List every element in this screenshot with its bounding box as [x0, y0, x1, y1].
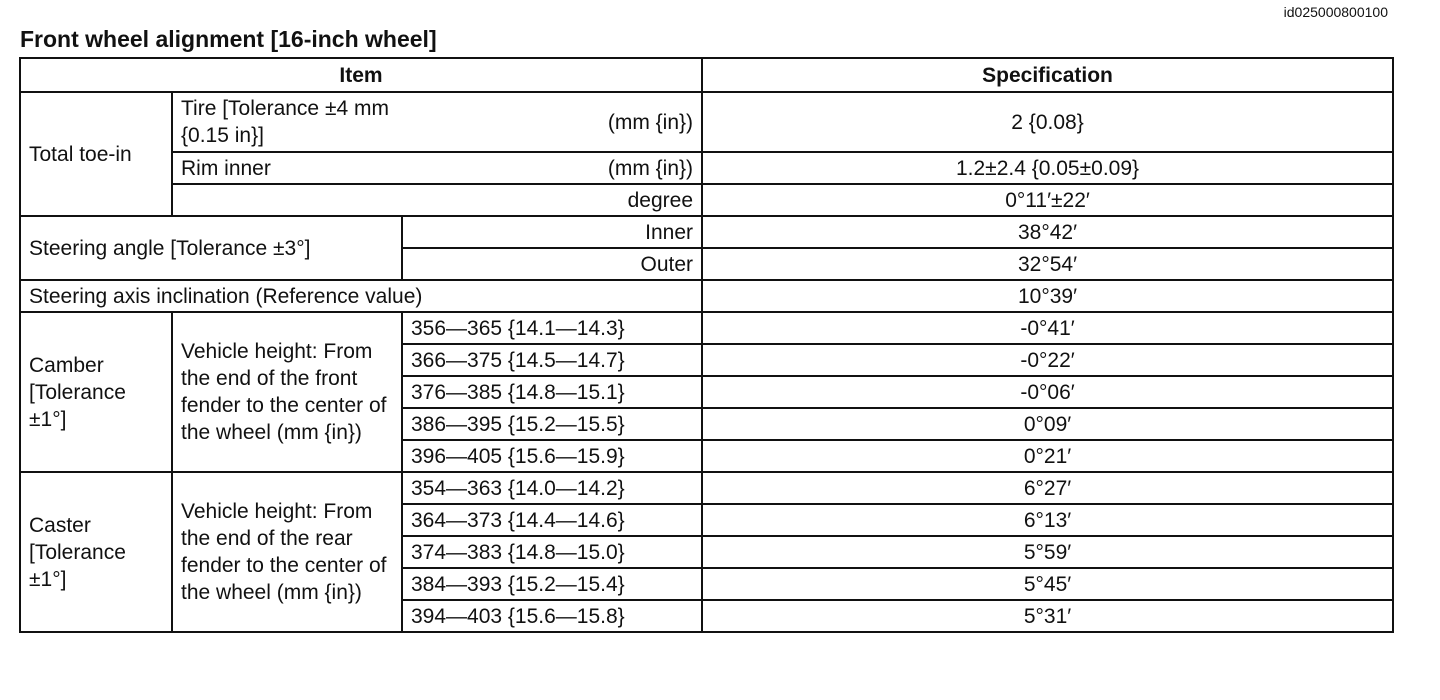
- camber-spec: 0°09′: [702, 408, 1393, 440]
- caster-range: 374—383 {14.8—15.0}: [402, 536, 702, 568]
- outer-spec: 32°54′: [702, 248, 1393, 280]
- caster-range: 384—393 {15.2—15.4}: [402, 568, 702, 600]
- tire-unit: (mm {in}): [607, 110, 694, 134]
- camber-label: Camber [Tolerance ±1°]: [20, 312, 172, 472]
- table-row: [20, 184, 1393, 216]
- camber-spec: 0°21′: [702, 440, 1393, 472]
- caster-spec: 5°59′: [702, 536, 1393, 568]
- document-id: id025000800100: [1283, 4, 1388, 20]
- header-row: [20, 58, 1393, 92]
- camber-range: 376—385 {14.8—15.1}: [402, 376, 702, 408]
- camber-spec: -0°41′: [702, 312, 1393, 344]
- toe-in-label: Total toe-in: [20, 92, 172, 216]
- caster-range: 364—373 {14.4—14.6}: [402, 504, 702, 536]
- camber-range: 356—365 {14.1—14.3}: [402, 312, 702, 344]
- caster-range: 394—403 {15.6—15.8}: [402, 600, 702, 632]
- caster-spec: 5°45′: [702, 568, 1393, 600]
- rim-cell: [172, 152, 702, 184]
- table-row: [20, 216, 1393, 248]
- steering-angle-label: Steering angle [Tolerance ±3°]: [20, 216, 402, 280]
- camber-range: 396—405 {15.6—15.9}: [402, 440, 702, 472]
- tire-cell: [172, 92, 702, 152]
- caster-label: Caster [Tolerance ±1°]: [20, 472, 172, 632]
- camber-range: 386—395 {15.2—15.5}: [402, 408, 702, 440]
- inner-spec: 38°42′: [702, 216, 1393, 248]
- camber-condition: Vehicle height: From the end of the front fender to the center of the wheel (mm {in}): [172, 312, 402, 472]
- degree-label: degree: [172, 184, 702, 216]
- camber-spec: -0°22′: [702, 344, 1393, 376]
- rim-unit: (mm {in}): [607, 156, 694, 180]
- table-row: [20, 92, 1393, 152]
- axis-inclination-spec: 10°39′: [702, 280, 1393, 312]
- header-specification: Specification: [702, 58, 1393, 92]
- table-row: [20, 280, 1393, 312]
- camber-range: 366—375 {14.5—14.7}: [402, 344, 702, 376]
- tire-spec: 2 {0.08}: [702, 92, 1393, 152]
- page-title: Front wheel alignment [16-inch wheel]: [20, 26, 437, 52]
- rim-label: Rim inner: [181, 156, 271, 180]
- inner-label: Inner: [402, 216, 702, 248]
- table-row: [20, 472, 1393, 504]
- caster-range: 354—363 {14.0—14.2}: [402, 472, 702, 504]
- caster-spec: 6°27′: [702, 472, 1393, 504]
- degree-spec: 0°11′±22′: [702, 184, 1393, 216]
- caster-spec: 5°31′: [702, 600, 1393, 632]
- caster-condition: Vehicle height: From the end of the rear fender to the center of the wheel (mm {in}): [172, 472, 402, 632]
- camber-spec: -0°06′: [702, 376, 1393, 408]
- table-row: [20, 312, 1393, 344]
- caster-spec: 6°13′: [702, 504, 1393, 536]
- rim-spec: 1.2±2.4 {0.05±0.09}: [702, 152, 1393, 184]
- outer-label: Outer: [402, 248, 702, 280]
- header-item: Item: [20, 58, 702, 92]
- table-row: [20, 152, 1393, 184]
- alignment-table: [19, 57, 1394, 633]
- tire-label: Tire [Tolerance ±4 mm {0.15 in}]: [181, 97, 389, 147]
- axis-inclination-label: Steering axis inclination (Reference value): [20, 280, 702, 312]
